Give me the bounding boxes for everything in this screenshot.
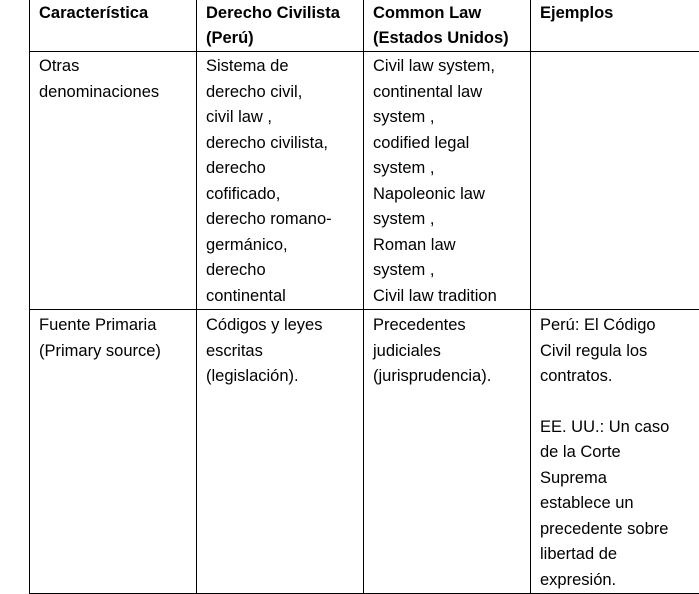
cell-line: system , — [373, 105, 525, 131]
cell-line: Perú: El Código — [540, 313, 696, 339]
cell-line: germánico, — [206, 233, 358, 259]
cell-line: cofificado, — [206, 182, 358, 208]
cell-line: de la Corte — [540, 440, 696, 466]
cell-line: continental — [206, 284, 358, 310]
cell-line: escritas — [206, 339, 358, 365]
cell-line: system , — [373, 258, 525, 284]
cell-line: system , — [373, 156, 525, 182]
table-row-otras-denominaciones — [30, 52, 699, 310]
header-line: (Estados Unidos) — [373, 26, 525, 51]
cell-line: judiciales — [373, 339, 525, 365]
header-line: Ejemplos — [540, 1, 696, 26]
cell-line: libertad de — [540, 542, 696, 568]
cell-civilista — [197, 52, 364, 310]
cell-line: (legislación). — [206, 364, 358, 390]
cell-line: denominaciones — [39, 80, 191, 106]
cell-line: Fuente Primaria — [39, 313, 191, 339]
header-common-law — [364, 0, 531, 52]
cell-line: Roman law — [373, 233, 525, 259]
cell-line: derecho — [206, 156, 358, 182]
header-derecho-civilista — [197, 0, 364, 52]
cell-line: Civil regula los — [540, 339, 696, 365]
cell-common-law — [364, 52, 531, 310]
cell-line: derecho romano- — [206, 207, 358, 233]
cell-line: derecho civilista, — [206, 131, 358, 157]
cell-line: system , — [373, 207, 525, 233]
cell-line: civil law , — [206, 105, 358, 131]
cell-line: Civil law tradition — [373, 284, 525, 310]
cell-line: expresión. — [540, 568, 696, 594]
cell-line: codified legal — [373, 131, 525, 157]
cell-line: continental law — [373, 80, 525, 106]
cell-ejemplos — [531, 310, 699, 594]
cell-line: establece un — [540, 491, 696, 517]
cell-line: (Primary source) — [39, 339, 191, 365]
cell-caracteristica — [30, 310, 197, 594]
cell-line: derecho — [206, 258, 358, 284]
cell-line: contratos. — [540, 364, 696, 390]
header-caracteristica — [30, 0, 197, 52]
cell-line: Civil law system, — [373, 54, 525, 80]
cell-line: EE. UU.: Un caso — [540, 415, 696, 441]
cell-line: Napoleonic law — [373, 182, 525, 208]
header-ejemplos — [531, 0, 699, 52]
header-line: Derecho Civilista — [206, 1, 358, 26]
cell-line: derecho civil, — [206, 80, 358, 106]
cell-caracteristica — [30, 52, 197, 310]
comparison-table — [29, 0, 699, 594]
header-line: (Perú) — [206, 26, 358, 51]
header-line: Common Law — [373, 1, 525, 26]
cell-line: Sistema de — [206, 54, 358, 80]
table-row-fuente-primaria — [30, 310, 699, 594]
cell-common-law — [364, 310, 531, 594]
cell-line: (jurisprudencia). — [373, 364, 525, 390]
header-line: Característica — [39, 1, 191, 26]
cell-ejemplos — [531, 52, 699, 310]
cell-line: Precedentes — [373, 313, 525, 339]
cell-line: Códigos y leyes — [206, 313, 358, 339]
cell-civilista — [197, 310, 364, 594]
cell-line: Suprema — [540, 466, 696, 492]
cell-line: Otras — [39, 54, 191, 80]
cell-line: precedente sobre — [540, 517, 696, 543]
paragraph-spacer — [540, 390, 696, 415]
table-header-row — [30, 0, 699, 52]
